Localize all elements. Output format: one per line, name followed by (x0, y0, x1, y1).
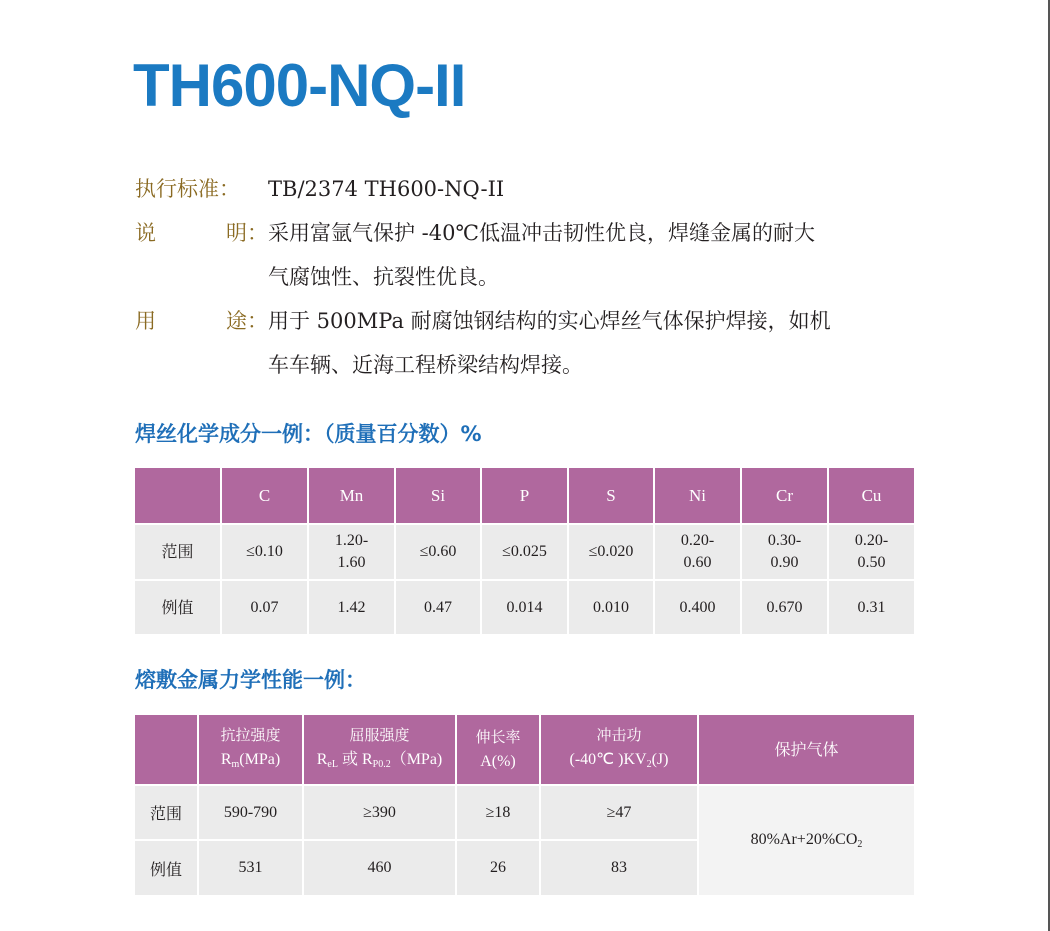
description-label (135, 211, 268, 299)
table-cell (741, 524, 828, 580)
table-cell: 0.670 (741, 580, 828, 634)
gas-text: 80%Ar+20%CO (750, 831, 858, 848)
header-text: R (220, 750, 232, 768)
usage-label-char: 用 (135, 309, 156, 333)
table-cell: 0.31 (828, 580, 914, 634)
cell-line: 0.20- (854, 532, 889, 549)
cell-line: 0.20- (680, 532, 715, 549)
page-title: TH600-NQ-II (133, 52, 466, 119)
header-sub: 2 (646, 758, 652, 770)
cell-line: 1.20- (334, 532, 369, 549)
description-label-char: 说 (135, 221, 156, 245)
table-cell: ≥390 (303, 785, 456, 840)
gas-sub: 2 (857, 839, 863, 850)
table-cell: 0.014 (481, 580, 568, 634)
description-line-1: 采用富氩气保护 -40℃低温冲击韧性优良，焊缝金属的耐大 (268, 221, 815, 245)
table-cell: 460 (303, 840, 456, 895)
mech-section-title: 熔敷金属力学性能一例： (135, 668, 366, 692)
row-label: 例值 (135, 840, 198, 895)
mech-header-cell (456, 715, 540, 785)
usage-block (135, 299, 918, 387)
usage-colon: ： (247, 309, 268, 333)
table-cell (828, 524, 914, 580)
description-label-char: 明 (226, 221, 247, 245)
table-cell: ≤0.025 (481, 524, 568, 580)
header-line: 冲击功 (596, 725, 642, 744)
chem-header-cell: P (481, 468, 568, 524)
cell-line: 0.60 (683, 554, 712, 571)
mech-header-cell (198, 715, 303, 785)
chem-range-row (135, 524, 914, 580)
table-cell: ≤0.10 (221, 524, 308, 580)
table-cell (308, 524, 395, 580)
header-line: 屈服强度 (349, 725, 410, 744)
usage-line-1: 用于 500MPa 耐腐蚀钢结构的实心焊丝气体保护焊接，如机 (268, 309, 831, 333)
header-text: （MPa) (390, 750, 443, 768)
table-cell: ≥47 (540, 785, 698, 840)
chem-header-cell: Cr (741, 468, 828, 524)
standard-row (135, 167, 918, 211)
header-line: 抗拉强度 (220, 725, 281, 744)
row-label: 例值 (135, 580, 221, 634)
header-sub: P0.2 (372, 758, 391, 770)
header-sub: eL (327, 758, 338, 770)
cell-line: 0.90 (770, 554, 799, 571)
mech-header-cell (135, 715, 198, 785)
standard-colon: ： (219, 177, 240, 201)
mech-range-row (135, 785, 914, 840)
header-line: 伸长率 (475, 728, 521, 746)
table-cell: 83 (540, 840, 698, 895)
mech-table (135, 715, 914, 895)
table-cell: ≤0.60 (395, 524, 481, 580)
gas-cell (698, 785, 914, 895)
chem-header-cell: Si (395, 468, 481, 524)
usage-label (135, 299, 268, 387)
chem-section-title: 焊丝化学成分一例：（质量百分数）% (135, 422, 482, 446)
mech-header-row (135, 715, 914, 785)
chem-header-cell: S (568, 468, 654, 524)
table-cell: 0.07 (221, 580, 308, 634)
table-cell: ≤0.020 (568, 524, 654, 580)
table-cell: 0.010 (568, 580, 654, 634)
description-block (135, 211, 918, 299)
cell-line: 1.60 (337, 554, 366, 571)
header-text: R (316, 750, 328, 768)
description-colon: ： (247, 221, 268, 245)
chem-header-cell: C (221, 468, 308, 524)
chem-header-cell: Cu (828, 468, 914, 524)
table-cell: ≥18 (456, 785, 540, 840)
table-cell: 0.47 (395, 580, 481, 634)
header-text: A(%) (480, 753, 516, 770)
description-line-2: 气腐蚀性、抗裂性优良。 (268, 265, 499, 289)
chem-table (135, 468, 914, 634)
header-text: 或 R (337, 750, 373, 768)
header-sub: m (231, 758, 240, 770)
table-cell (654, 524, 741, 580)
standard-label-text: 执行标准 (135, 177, 219, 201)
chem-header-row (135, 468, 914, 524)
mech-header-cell (540, 715, 698, 785)
header-text: (J) (651, 750, 669, 768)
chem-header-cell: Ni (654, 468, 741, 524)
usage-line-2: 车车辆、近海工程桥梁结构焊接。 (268, 353, 583, 377)
row-label: 范围 (135, 785, 198, 840)
header-text: (MPa) (239, 750, 281, 768)
standard-value: TB/2374 TH600-NQ-II (268, 177, 505, 201)
mech-header-cell: 保护气体 (698, 715, 914, 785)
cell-line: 0.50 (857, 554, 886, 571)
table-cell: 590-790 (198, 785, 303, 840)
table-cell: 26 (456, 840, 540, 895)
chem-header-cell (135, 468, 221, 524)
table-cell: 0.400 (654, 580, 741, 634)
cell-line: 0.30- (767, 532, 802, 549)
table-cell: 1.42 (308, 580, 395, 634)
standard-label (135, 167, 268, 211)
usage-label-char: 途 (226, 309, 247, 333)
mech-header-cell (303, 715, 456, 785)
row-label: 范围 (135, 524, 221, 580)
chem-header-cell: Mn (308, 468, 395, 524)
header-text: (-40℃ )KV (569, 750, 647, 768)
chem-example-row (135, 580, 914, 634)
table-cell: 531 (198, 840, 303, 895)
